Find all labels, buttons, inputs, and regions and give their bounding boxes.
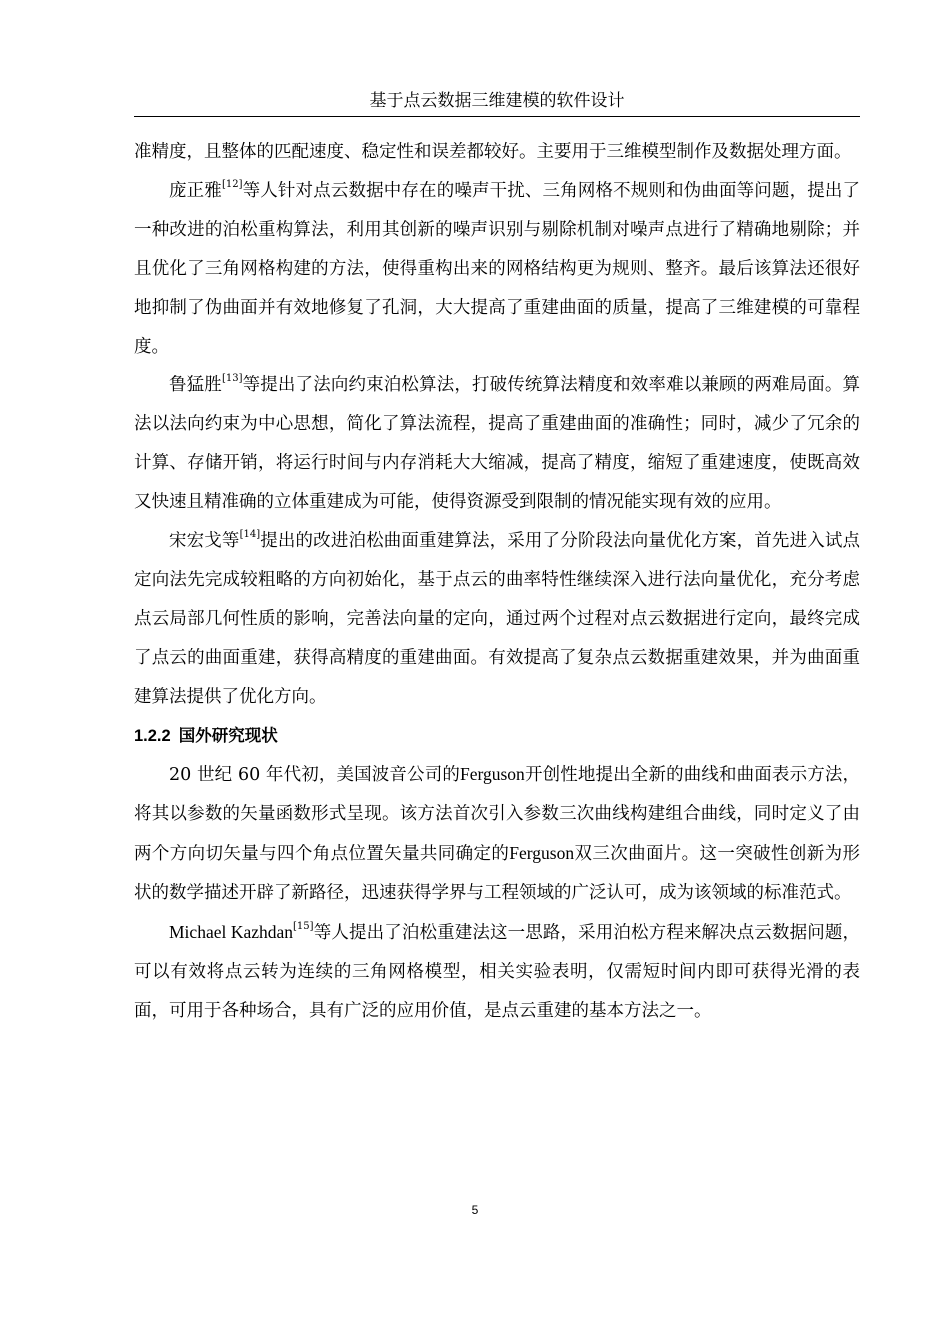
paragraph-text: 开创性地提出全新的曲线和曲面表示方法，将其以参数的矢量函数形式呈现。该方法首次引入参数三次曲线构建组合曲线，同时定义了由两个方向切矢量与四个角点位置矢量共同确定的 <box>134 765 860 865</box>
running-header-title: 基于点云数据三维建模的软件设计 <box>369 91 625 111</box>
citation-15: [15] <box>293 921 314 933</box>
paragraph-lu-mengsheng <box>134 366 860 522</box>
section-number: 1.2.2 <box>134 726 171 745</box>
term-ferguson: Ferguson <box>509 843 575 864</box>
citation-12: [12] <box>221 178 243 190</box>
paragraph-text: 准精度，且整体的匹配速度、稳定性和误差都较好。主要用于三维模型制作及数据处理方面。 <box>134 142 852 162</box>
paragraph-text: 等人针对点云数据中存在的噪声干扰、三角网格不规则和伪曲面等问题，提出了一种改进的泊松重构算法，利用其创新的噪声识别与剔除机制对噪声点进行了精确地剔除；并且优化了三角网格构建的方法，使得重构出来的网格结构更为规则、整齐。最后该算法还很好地抑制了伪曲面并有效地修复了孔洞，大大提高了重建曲面的质量，提高了三维建模的可靠程度。 <box>134 180 861 357</box>
citation-14: [14] <box>239 529 261 541</box>
section-title: 国外研究现状 <box>178 725 278 745</box>
running-header <box>134 86 860 117</box>
paragraph-text: 双三次曲面片。这一突破性创新为形状的数学描述开辟了新路径，迅速获得学界与工程领域的广泛认可，成为该领域的标准范式。 <box>134 844 861 904</box>
page-number: 5 <box>471 1203 479 1217</box>
paragraph-text: 提出的改进泊松曲面重建算法，采用了分阶段法向量优化方案，首先进入试点定向法先完成较粗略的方向初始化，基于点云的曲率特性继续深入进行法向量优化，充分考虑点云局部几何性质的影响，完善法向量的定向，通过两个过程对点云数据进行定向，最终完成了点云的曲面重建，获得高精度的重建曲面。有效提高了复杂点云数据重建效果，并为曲面重建算法提供了优化方向。 <box>134 531 860 707</box>
author-name: 鲁猛胜 <box>169 375 222 396</box>
term-ferguson: Ferguson <box>459 764 525 785</box>
paragraph-pang-zhengya <box>134 172 860 367</box>
body-content <box>134 133 860 1031</box>
paragraph-lead: 20 世纪 60 年代初，美国波音公司的 <box>169 765 460 786</box>
paragraph-ferguson <box>134 755 860 913</box>
paragraph-kazhdan <box>134 913 860 1031</box>
author-name: 宋宏戈等 <box>169 531 240 552</box>
paragraph-text: 等提出了法向约束泊松算法，打破传统算法精度和效率难以兼顾的两难局面。算法以法向约束为中心思想，简化了算法流程，提高了重建曲面的准确性；同时，减少了冗余的计算、存储开销，将运行时间与内存消耗大大缩减，提高了精度，缩短了重建速度，使既高效又快速且精准确的立体重建成为可能，使得资源受到限制的情况能实现有效的应用。 <box>134 375 861 513</box>
author-name: Michael Kazhdan <box>169 922 294 943</box>
citation-13: [13] <box>221 373 243 385</box>
author-name: 庞正雅 <box>169 180 222 201</box>
paragraph-song-hongge <box>134 522 860 717</box>
paragraph-text: 等人提出了泊松重建法这一思路，采用泊松方程来解决点云数据问题，可以有效将点云转为连续的三角网格模型，相关实验表明，仅需短时间内即可获得光滑的表面，可用于各种场合，具有广泛的应用价值，是点云重建的基本方法之一。 <box>134 923 860 1021</box>
section-heading <box>134 717 860 756</box>
paragraph-continuation <box>134 133 860 172</box>
